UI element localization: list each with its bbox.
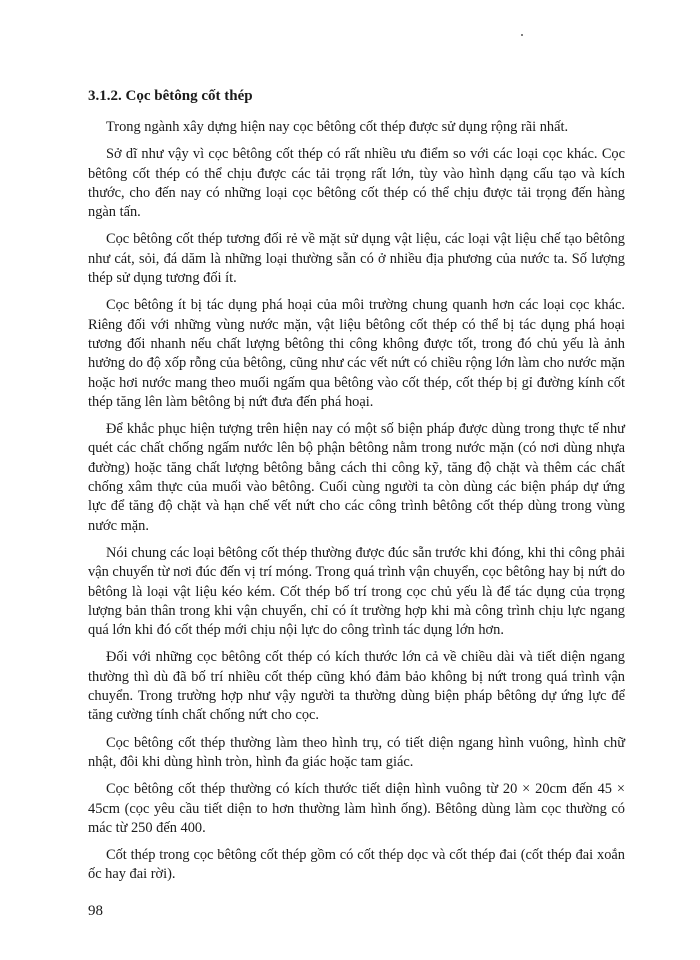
section-heading: 3.1.2. Cọc bêtông cốt thép [88,88,253,104]
paragraph: Sở dĩ như vậy vì cọc bêtông cốt thép có rất nhiều ưu điểm so với các loại cọc khác. Cọc bêtông cốt thép có thể chịu được các tải trọng rất lớn, tùy vào hình dạng cấu tạo và kích thước, cho đến nay có những loại cọc bêtông cốt thép có thể chịu được tải trọng đến hàng ngàn tấn. [88,146,625,221]
paragraph: Cọc bêtông cốt thép thường làm theo hình trụ, có tiết diện ngang hình vuông, hình chữ nhật, đôi khi dùng hình tròn, hình đa giác hoặc tam giác. [88,734,625,770]
document-body [88,86,625,921]
paragraph: Nói chung các loại bêtông cốt thép thường được đúc sẵn trước khi đóng, khi thi công phải vận chuyển từ nơi đúc đến vị trí móng. Trong quá trình vận chuyển, cọc bêtông hay bị nứt do bêtông là loại vật liệu kéo kém. Cốt thép bố trí trong cọc chủ yếu là để tác dụng của trọng lượng bản thân trong khi vận chuyển, chỉ có ít trường hợp khi mà công trình chịu lực ngang quá lớn khi đó cốt thép mới chịu nội lực do công trình tác dụng lớn hơn. [88,544,625,639]
paragraph: Cọc bêtông cốt thép thường có kích thước tiết diện hình vuông từ 20 × 20cm đến 45 × 45cm (cọc yêu cầu tiết diện to hơn thường làm hình ống). Bêtông dùng làm cọc thường có mác từ 250 đến 400. [88,781,625,836]
paragraph: Đối với những cọc bêtông cốt thép có kích thước lớn cả về chiều dài và tiết diện ngang thường thì dù đã bố trí nhiều cốt thép cũng khó đảm bảo không bị nứt trong quá trình vận chuyển. Trong trường hợp như vậy người ta thường dùng biện pháp bêtông dự ứng lực để tăng cường tính chất chống nứt cho cọc. [88,649,625,724]
paragraph: Cọc bêtông ít bị tác dụng phá hoại của môi trường chung quanh hơn các loại cọc khác. Riêng đối với những vùng nước mặn, vật liệu bêtông cốt thép có thể bị tác dụng phá hoại tương đối nhanh nếu chất lượng bêtông thi công không được tốt, trong đó chủ yếu là ảnh hưởng do độ xốp rỗng của bêtông, cũng như các vết nứt có chiều rộng lớn làm cho nước mặn hoặc hơi nước mang theo muối ngấm qua bêtông vào cốt thép, cốt thép bị gỉ đường kính cốt thép tăng lên làm bêtông bị nứt đưa đến phá hoại. [88,297,625,410]
paragraph: Cọc bêtông cốt thép tương đối rẻ về mặt sử dụng vật liệu, các loại vật liệu chế tạo bêtông như cát, sỏi, đá dăm là những loại thường sẵn có ở nhiều địa phương của nước ta. Số lượng thép sử dụng tương đối ít. [88,231,625,287]
paragraph: Cốt thép trong cọc bêtông cốt thép gồm có cốt thép dọc và cốt thép đai (cốt thép đai xoắn ốc hay đai rời). [88,847,625,883]
scan-speck [521,34,523,36]
paragraph: Trong ngành xây dựng hiện nay cọc bêtông cốt thép được sử dụng rộng rãi nhất. [106,119,569,135]
page-number: 98 [88,902,103,919]
paragraph: Để khắc phục hiện tượng trên hiện nay có một số biện pháp được dùng trong thực tế như quét các chất chống ngấm nước lên bộ phận bêtông nằm trong nước mặn (có nơi dùng nhựa đường) hoặc tăng chất lượng bêtông bằng cách thi công kỹ, tăng độ chặt và thêm các chất chống xâm thực của muối vào bêtông. Cuối cùng người ta còn dùng các biện pháp dự ứng lực để tăng độ chặt và hạn chế vết nứt cho các công trình bêtông cốt thép dùng trong vùng nước mặn. [88,421,625,534]
